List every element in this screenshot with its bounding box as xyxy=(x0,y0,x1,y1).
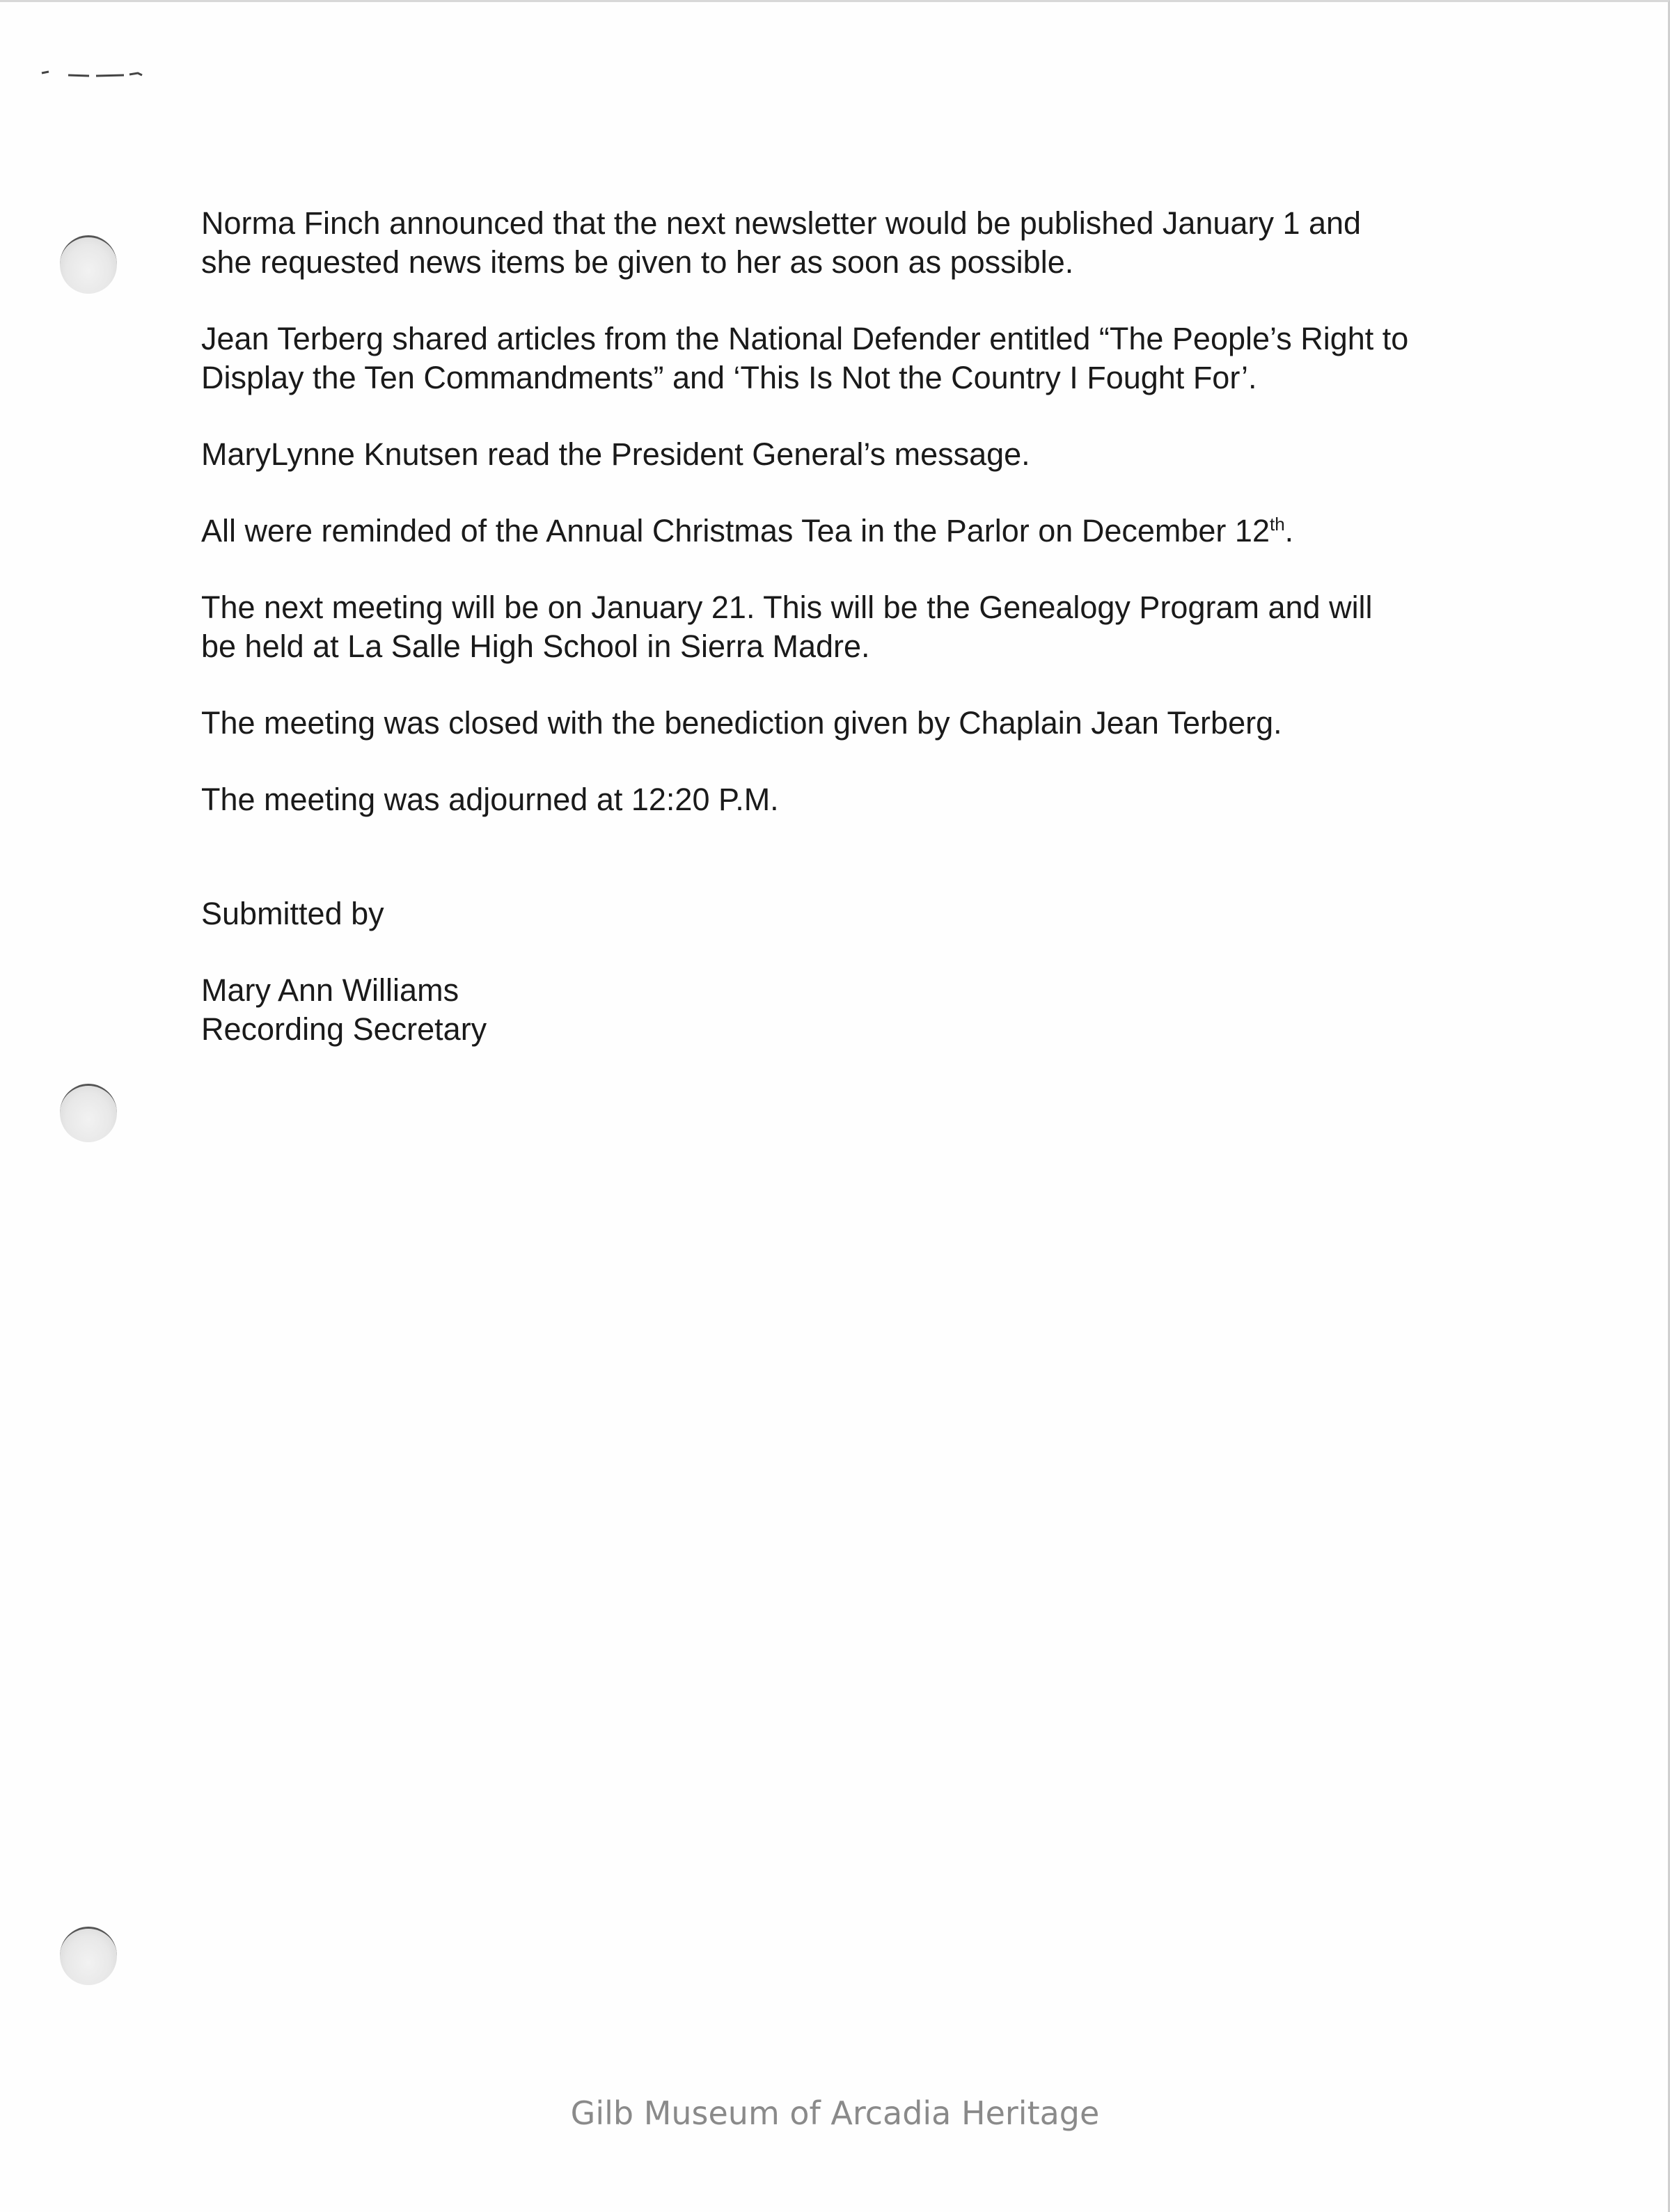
president-message-paragraph: MaryLynne Knutsen read the President General’s message. xyxy=(201,436,1030,472)
submitted-by-label: Submitted by xyxy=(201,896,384,931)
secretary-name: Mary Ann Williams xyxy=(201,972,459,1008)
scan-smudge-mark xyxy=(40,69,152,79)
articles-paragraph: Jean Terberg shared articles from the National Defender entitled “The People’s Right to Display the Ten Commandments” and ‘This Is Not the Country I Fought For’. xyxy=(201,321,1409,395)
christmas-tea-paragraph xyxy=(201,512,1524,551)
punch-hole xyxy=(60,235,117,294)
punch-hole xyxy=(60,1927,117,1985)
secretary-title: Recording Secretary xyxy=(201,1011,487,1047)
punch-hole xyxy=(60,1084,117,1142)
christmas-tea-period: . xyxy=(1284,513,1294,548)
museum-watermark: Gilb Museum of Arcadia Heritage xyxy=(570,2094,1100,2132)
adjournment-paragraph: The meeting was adjourned at 12:20 P.M. xyxy=(201,782,779,817)
next-meeting-paragraph: The next meeting will be on January 21. This will be the Genealogy Program and will be held at La Salle High School in Sierra Madre. xyxy=(201,590,1373,664)
minutes-body xyxy=(201,204,1524,1087)
christmas-tea-text: All were reminded of the Annual Christmas Tea in the Parlor on December 12 xyxy=(201,513,1270,548)
benediction-paragraph: The meeting was closed with the benediction given by Chaplain Jean Terberg. xyxy=(201,705,1282,741)
newsletter-paragraph: Norma Finch announced that the next newsletter would be published January 1 and she requested news items be given to her as soon as possible. xyxy=(201,205,1362,280)
ordinal-suffix: th xyxy=(1269,514,1285,535)
